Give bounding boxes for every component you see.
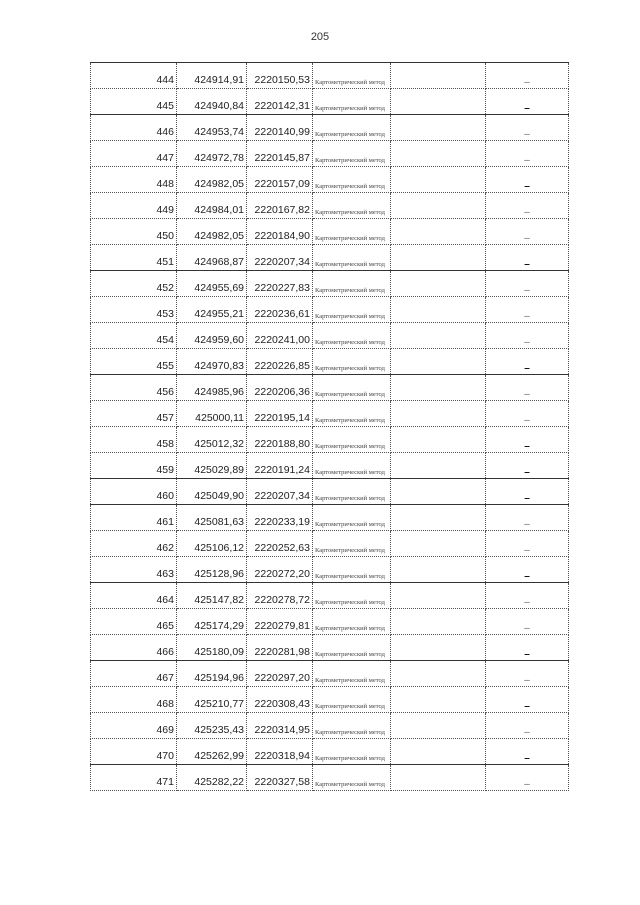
page-number: 205 xyxy=(310,31,330,43)
method-cell: Картометрический метод xyxy=(313,63,391,89)
y-coordinate-cell: 2220206,36 xyxy=(247,375,313,401)
point-number-cell: 456 xyxy=(91,375,177,401)
accuracy-cell xyxy=(486,765,569,791)
dash-mark: – xyxy=(524,519,530,530)
dash-mark: – xyxy=(524,623,530,634)
method-cell: Картометрический метод xyxy=(313,609,391,635)
method-cell: Картометрический метод xyxy=(313,661,391,687)
method-cell: Картометрический метод xyxy=(313,557,391,583)
accuracy-cell xyxy=(486,739,569,765)
dash-mark: – xyxy=(524,363,530,374)
point-number-cell: 461 xyxy=(91,505,177,531)
point-number-cell: 462 xyxy=(91,531,177,557)
method-cell: Картометрический метод xyxy=(313,219,391,245)
table-row xyxy=(91,219,569,245)
point-number-cell: 448 xyxy=(91,167,177,193)
accuracy-cell xyxy=(486,245,569,271)
x-coordinate-cell: 424940,84 xyxy=(177,89,247,115)
x-coordinate-cell: 424985,96 xyxy=(177,375,247,401)
x-coordinate-cell: 425012,32 xyxy=(177,427,247,453)
y-coordinate-cell: 2220297,20 xyxy=(247,661,313,687)
y-coordinate-cell: 2220145,87 xyxy=(247,141,313,167)
y-coordinate-cell: 2220226,85 xyxy=(247,349,313,375)
accuracy-cell xyxy=(486,531,569,557)
table-row xyxy=(91,323,569,349)
method-cell: Картометрический метод xyxy=(313,453,391,479)
accuracy-cell xyxy=(486,713,569,739)
coordinates-table xyxy=(90,62,569,791)
accuracy-cell xyxy=(486,609,569,635)
accuracy-cell xyxy=(486,89,569,115)
y-coordinate-cell: 2220272,20 xyxy=(247,557,313,583)
x-coordinate-cell: 424984,01 xyxy=(177,193,247,219)
empty-cell xyxy=(391,349,486,375)
method-cell: Картометрический метод xyxy=(313,479,391,505)
dash-mark: – xyxy=(524,155,530,166)
dash-mark: – xyxy=(524,597,530,608)
point-number-cell: 447 xyxy=(91,141,177,167)
method-cell: Картометрический метод xyxy=(313,765,391,791)
y-coordinate-cell: 2220241,00 xyxy=(247,323,313,349)
dash-mark: – xyxy=(524,727,530,738)
dash-mark: – xyxy=(524,441,530,452)
dash-mark: – xyxy=(524,649,530,660)
x-coordinate-cell: 425194,96 xyxy=(177,661,247,687)
point-number-cell: 446 xyxy=(91,115,177,141)
y-coordinate-cell: 2220140,99 xyxy=(247,115,313,141)
dash-mark: – xyxy=(524,701,530,712)
y-coordinate-cell: 2220278,72 xyxy=(247,583,313,609)
point-number-cell: 444 xyxy=(91,63,177,89)
x-coordinate-cell: 425000,11 xyxy=(177,401,247,427)
table-row xyxy=(91,375,569,401)
point-number-cell: 463 xyxy=(91,557,177,583)
x-coordinate-cell: 425081,63 xyxy=(177,505,247,531)
empty-cell xyxy=(391,479,486,505)
accuracy-cell xyxy=(486,687,569,713)
y-coordinate-cell: 2220150,53 xyxy=(247,63,313,89)
empty-cell xyxy=(391,245,486,271)
method-cell: Картометрический метод xyxy=(313,245,391,271)
x-coordinate-cell: 425049,90 xyxy=(177,479,247,505)
method-cell: Картометрический метод xyxy=(313,141,391,167)
accuracy-cell xyxy=(486,63,569,89)
y-coordinate-cell: 2220314,95 xyxy=(247,713,313,739)
point-number-cell: 452 xyxy=(91,271,177,297)
accuracy-cell xyxy=(486,115,569,141)
accuracy-cell xyxy=(486,557,569,583)
point-number-cell: 468 xyxy=(91,687,177,713)
method-cell: Картометрический метод xyxy=(313,635,391,661)
x-coordinate-cell: 425282,22 xyxy=(177,765,247,791)
empty-cell xyxy=(391,375,486,401)
empty-cell xyxy=(391,739,486,765)
method-cell: Картометрический метод xyxy=(313,583,391,609)
y-coordinate-cell: 2220207,34 xyxy=(247,245,313,271)
point-number-cell: 458 xyxy=(91,427,177,453)
dash-mark: – xyxy=(524,77,530,88)
accuracy-cell xyxy=(486,193,569,219)
table-row xyxy=(91,739,569,765)
accuracy-cell xyxy=(486,583,569,609)
x-coordinate-cell: 425180,09 xyxy=(177,635,247,661)
y-coordinate-cell: 2220233,19 xyxy=(247,505,313,531)
accuracy-cell xyxy=(486,323,569,349)
method-cell: Картометрический метод xyxy=(313,505,391,531)
point-number-cell: 457 xyxy=(91,401,177,427)
empty-cell xyxy=(391,297,486,323)
table-row xyxy=(91,63,569,89)
point-number-cell: 445 xyxy=(91,89,177,115)
method-cell: Картометрический метод xyxy=(313,349,391,375)
x-coordinate-cell: 424959,60 xyxy=(177,323,247,349)
accuracy-cell xyxy=(486,219,569,245)
y-coordinate-cell: 2220157,09 xyxy=(247,167,313,193)
dash-mark: – xyxy=(524,493,530,504)
empty-cell xyxy=(391,713,486,739)
x-coordinate-cell: 424955,21 xyxy=(177,297,247,323)
method-cell: Картометрический метод xyxy=(313,713,391,739)
accuracy-cell xyxy=(486,375,569,401)
dash-mark: – xyxy=(524,415,530,426)
table-row xyxy=(91,505,569,531)
x-coordinate-cell: 424968,87 xyxy=(177,245,247,271)
accuracy-cell xyxy=(486,479,569,505)
dash-mark: – xyxy=(524,181,530,192)
table-row xyxy=(91,713,569,739)
empty-cell xyxy=(391,635,486,661)
empty-cell xyxy=(391,505,486,531)
empty-cell xyxy=(391,89,486,115)
x-coordinate-cell: 424982,05 xyxy=(177,219,247,245)
x-coordinate-cell: 424972,78 xyxy=(177,141,247,167)
table-body xyxy=(91,63,569,791)
x-coordinate-cell: 424955,69 xyxy=(177,271,247,297)
point-number-cell: 467 xyxy=(91,661,177,687)
point-number-cell: 455 xyxy=(91,349,177,375)
x-coordinate-cell: 425106,12 xyxy=(177,531,247,557)
method-cell: Картометрический метод xyxy=(313,89,391,115)
dash-mark: – xyxy=(524,337,530,348)
empty-cell xyxy=(391,167,486,193)
empty-cell xyxy=(391,609,486,635)
empty-cell xyxy=(391,687,486,713)
table-row xyxy=(91,765,569,791)
point-number-cell: 453 xyxy=(91,297,177,323)
x-coordinate-cell: 424914,91 xyxy=(177,63,247,89)
empty-cell xyxy=(391,765,486,791)
empty-cell xyxy=(391,661,486,687)
dash-mark: – xyxy=(524,311,530,322)
empty-cell xyxy=(391,531,486,557)
method-cell: Картометрический метод xyxy=(313,115,391,141)
dash-mark: – xyxy=(524,259,530,270)
x-coordinate-cell: 425210,77 xyxy=(177,687,247,713)
table-row xyxy=(91,349,569,375)
dash-mark: – xyxy=(524,753,530,764)
y-coordinate-cell: 2220236,61 xyxy=(247,297,313,323)
method-cell: Картометрический метод xyxy=(313,297,391,323)
dash-mark: – xyxy=(524,285,530,296)
table-row xyxy=(91,89,569,115)
y-coordinate-cell: 2220142,31 xyxy=(247,89,313,115)
dash-mark: – xyxy=(524,207,530,218)
point-number-cell: 469 xyxy=(91,713,177,739)
dash-mark: – xyxy=(524,129,530,140)
y-coordinate-cell: 2220207,34 xyxy=(247,479,313,505)
method-cell: Картометрический метод xyxy=(313,687,391,713)
method-cell: Картометрический метод xyxy=(313,427,391,453)
accuracy-cell xyxy=(486,271,569,297)
x-coordinate-cell: 425235,43 xyxy=(177,713,247,739)
empty-cell xyxy=(391,557,486,583)
method-cell: Картометрический метод xyxy=(313,193,391,219)
x-coordinate-cell: 425262,99 xyxy=(177,739,247,765)
empty-cell xyxy=(391,453,486,479)
x-coordinate-cell: 424982,05 xyxy=(177,167,247,193)
accuracy-cell xyxy=(486,427,569,453)
dash-mark: – xyxy=(524,779,530,790)
dash-mark: – xyxy=(524,467,530,478)
point-number-cell: 460 xyxy=(91,479,177,505)
accuracy-cell xyxy=(486,401,569,427)
dash-mark: – xyxy=(524,389,530,400)
point-number-cell: 459 xyxy=(91,453,177,479)
point-number-cell: 464 xyxy=(91,583,177,609)
empty-cell xyxy=(391,219,486,245)
point-number-cell: 449 xyxy=(91,193,177,219)
accuracy-cell xyxy=(486,141,569,167)
table-row xyxy=(91,427,569,453)
table-row xyxy=(91,141,569,167)
point-number-cell: 470 xyxy=(91,739,177,765)
accuracy-cell xyxy=(486,505,569,531)
table-row xyxy=(91,271,569,297)
y-coordinate-cell: 2220184,90 xyxy=(247,219,313,245)
table-row xyxy=(91,609,569,635)
empty-cell xyxy=(391,141,486,167)
empty-cell xyxy=(391,323,486,349)
y-coordinate-cell: 2220227,83 xyxy=(247,271,313,297)
dash-mark: – xyxy=(524,675,530,686)
method-cell: Картометрический метод xyxy=(313,375,391,401)
point-number-cell: 451 xyxy=(91,245,177,271)
table-row xyxy=(91,245,569,271)
dash-mark: – xyxy=(524,545,530,556)
y-coordinate-cell: 2220327,58 xyxy=(247,765,313,791)
empty-cell xyxy=(391,63,486,89)
table-row xyxy=(91,557,569,583)
method-cell: Картометрический метод xyxy=(313,271,391,297)
dash-mark: – xyxy=(524,571,530,582)
x-coordinate-cell: 425029,89 xyxy=(177,453,247,479)
table-row xyxy=(91,115,569,141)
method-cell: Картометрический метод xyxy=(313,739,391,765)
y-coordinate-cell: 2220279,81 xyxy=(247,609,313,635)
empty-cell xyxy=(391,583,486,609)
y-coordinate-cell: 2220191,24 xyxy=(247,453,313,479)
x-coordinate-cell: 425147,82 xyxy=(177,583,247,609)
accuracy-cell xyxy=(486,297,569,323)
point-number-cell: 450 xyxy=(91,219,177,245)
empty-cell xyxy=(391,401,486,427)
y-coordinate-cell: 2220167,82 xyxy=(247,193,313,219)
table-row xyxy=(91,401,569,427)
table-row xyxy=(91,635,569,661)
x-coordinate-cell: 424970,83 xyxy=(177,349,247,375)
empty-cell xyxy=(391,427,486,453)
table-row xyxy=(91,661,569,687)
accuracy-cell xyxy=(486,167,569,193)
y-coordinate-cell: 2220308,43 xyxy=(247,687,313,713)
empty-cell xyxy=(391,193,486,219)
empty-cell xyxy=(391,271,486,297)
method-cell: Картометрический метод xyxy=(313,531,391,557)
y-coordinate-cell: 2220318,94 xyxy=(247,739,313,765)
method-cell: Картометрический метод xyxy=(313,401,391,427)
y-coordinate-cell: 2220252,63 xyxy=(247,531,313,557)
method-cell: Картометрический метод xyxy=(313,323,391,349)
x-coordinate-cell: 424953,74 xyxy=(177,115,247,141)
dash-mark: – xyxy=(524,233,530,244)
y-coordinate-cell: 2220188,80 xyxy=(247,427,313,453)
table-row xyxy=(91,531,569,557)
x-coordinate-cell: 425174,29 xyxy=(177,609,247,635)
table-row xyxy=(91,583,569,609)
y-coordinate-cell: 2220281,98 xyxy=(247,635,313,661)
table-row xyxy=(91,479,569,505)
point-number-cell: 454 xyxy=(91,323,177,349)
method-cell: Картометрический метод xyxy=(313,167,391,193)
point-number-cell: 471 xyxy=(91,765,177,791)
accuracy-cell xyxy=(486,661,569,687)
accuracy-cell xyxy=(486,635,569,661)
dash-mark: – xyxy=(524,103,530,114)
table-row xyxy=(91,297,569,323)
table-row xyxy=(91,453,569,479)
y-coordinate-cell: 2220195,14 xyxy=(247,401,313,427)
empty-cell xyxy=(391,115,486,141)
table-row xyxy=(91,687,569,713)
table-row xyxy=(91,193,569,219)
accuracy-cell xyxy=(486,453,569,479)
point-number-cell: 465 xyxy=(91,609,177,635)
x-coordinate-cell: 425128,96 xyxy=(177,557,247,583)
accuracy-cell xyxy=(486,349,569,375)
table-row xyxy=(91,167,569,193)
point-number-cell: 466 xyxy=(91,635,177,661)
